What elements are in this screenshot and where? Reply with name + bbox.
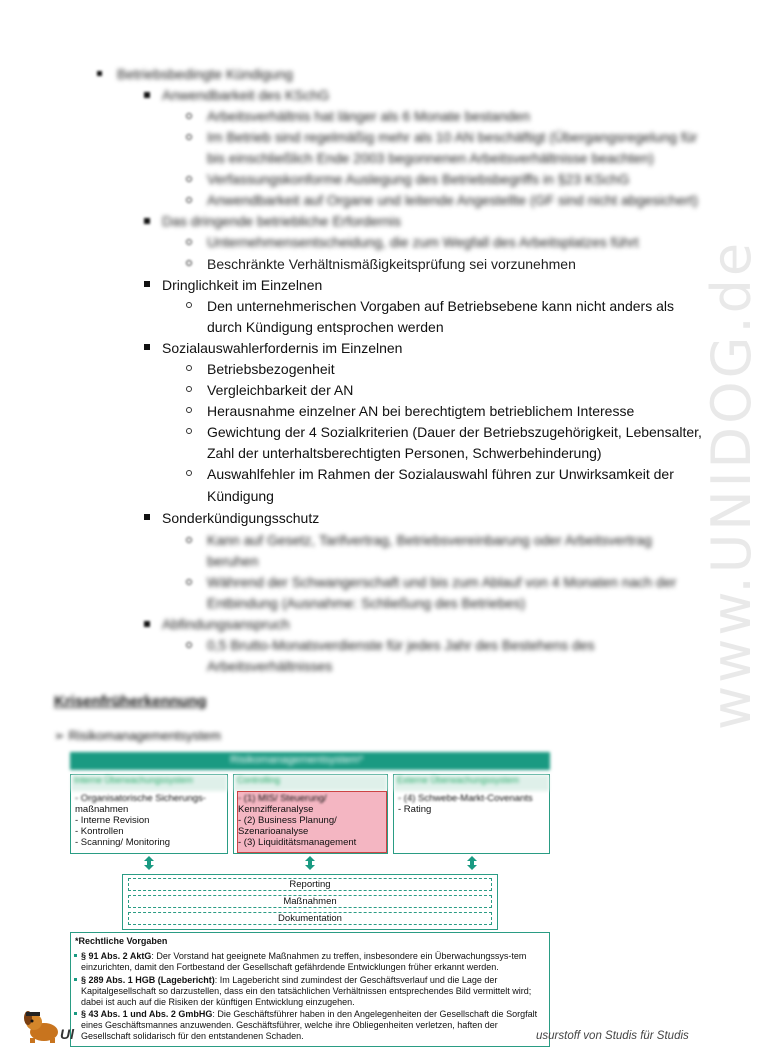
diagram-col-internal: [70, 774, 228, 854]
blurred-line: Im Betrieb sind regelmäßig mehr als 10 AN beschäftigt (Übergangsregelung für: [207, 129, 698, 145]
blurred-line: Betriebsbedingte Kündigung: [117, 66, 293, 82]
blurred-line: Während der Schwangerschaft und bis zum Ablauf von 4 Monaten nach der: [207, 574, 677, 590]
col-item: - Organisatorische Sicherungs-: [75, 793, 206, 804]
sozial-item: Vergleichbarkeit der AN: [207, 382, 354, 398]
col-item: - Rating: [398, 804, 432, 815]
legal-law: § 91 Abs. 2 AktG: [81, 951, 152, 961]
bullet: [144, 621, 150, 627]
dog-logo-icon: [22, 1010, 64, 1044]
col-item: maßnahmen: [75, 804, 129, 815]
blurred-line: bis einschließlich Ende 2003 begonnenen Arbeitsverhältnisse beachten): [207, 150, 654, 166]
bullet: [186, 134, 192, 140]
circle-bullet: [186, 260, 192, 266]
bullet: [186, 579, 192, 585]
blurred-line: beruhen: [207, 553, 259, 569]
diagram-col-external: [393, 774, 550, 854]
circle-bullet: [186, 428, 192, 434]
sozial-item-cont: Zahl der unterhaltsberechtigten Personen, Schwerbehinderung): [207, 445, 602, 461]
blurred-line: Arbeitsverhältnis hat länger als 6 Monate bestanden: [207, 108, 530, 124]
section-heading: Krisenfrüherkennung: [54, 693, 207, 710]
circle-bullet: [186, 470, 192, 476]
diagram-header: Risikomanagementsystem*: [230, 754, 364, 766]
circle-bullet: [186, 407, 192, 413]
bullet: [186, 197, 192, 203]
center-row-reporting: Reporting: [128, 878, 492, 891]
legal-text: : Im Lagebericht sind zumindest der Geschäftsverlauf und die Lage der Kapitalgesellschaft so darzustellen, dass ein den tatsächlichen Verhältnissen entsprechendes Bild vermittelt wird; dabei ist auch auf die Risiken der künftigen Entwicklung einzugehen.: [81, 975, 532, 1007]
bullet: [186, 176, 192, 182]
blurred-line: Kann auf Gesetz, Tarifvertrag, Betriebsvereinbarung oder Arbeitsvertrag: [207, 532, 652, 548]
dringlichkeit-text-2: durch Kündigung entsprochen werden: [207, 319, 444, 335]
sozial-item-cont: Kündigung: [207, 488, 274, 504]
bullet: [186, 642, 192, 648]
col-item: - (1) MIS/ Steuerung/: [238, 793, 327, 804]
col-title: Interne Überwachungssystem: [71, 775, 227, 791]
double-arrow-icon: [305, 856, 315, 870]
blurred-line: Anwendbarkeit des KSchG: [162, 87, 330, 103]
square-bullet: [144, 281, 150, 287]
sozial-item: Betriebsbezogenheit: [207, 361, 335, 377]
footer-brand: Ul: [60, 1026, 74, 1042]
col-items: [398, 793, 533, 815]
legal-requirements-box: [70, 932, 550, 1047]
sozial-item: Auswahlfehler im Rahmen der Sozialauswahl führen zur Unwirksamkeit der: [207, 466, 674, 482]
sozial-heading: Sozialauswahlerfordernis im Einzelnen: [162, 340, 403, 356]
col-item: - (4) Schwebe-Markt-Covenants: [398, 793, 533, 804]
col-item: - (2) Business Planung/: [238, 815, 337, 826]
blurred-line: Unternehmensentscheidung, die zum Wegfall des Arbeitsplatzes führt: [207, 234, 639, 250]
blurred-line: Anwendbarkeit auf Organe und leitende Angestellte (GF sind nicht abgesichert): [207, 192, 699, 208]
dringlichkeit-heading: Dringlichkeit im Einzelnen: [162, 277, 323, 293]
col-item: - Kontrollen: [75, 826, 124, 837]
col-title: Externe Überwachungssystem: [394, 775, 549, 791]
col-item: - (3) Liquiditätsmanagement: [238, 837, 357, 848]
bullet: [186, 113, 192, 119]
sozial-item: Gewichtung der 4 Sozialkriterien (Dauer der Betriebszugehörigkeit, Lebensalter,: [207, 424, 702, 440]
legal-heading: *Rechtliche Vorgaben: [75, 936, 168, 946]
square-bullet: [144, 344, 150, 350]
bullet: [144, 92, 150, 98]
blurred-line: Arbeitsverhältnisses: [207, 658, 333, 674]
bullet: [186, 239, 192, 245]
blurred-line: Das dringende betriebliche Erfordernis: [162, 213, 401, 229]
blurred-line: Entbindung (Ausnahme: Schließung des Betriebes): [207, 595, 526, 611]
partial-line: Beschränkte Verhältnismäßigkeitsprüfung sei vorzunehmen: [207, 256, 576, 272]
legal-law: § 43 Abs. 1 und Abs. 2 GmbHG: [81, 1009, 213, 1019]
legal-text: : Die Geschäftsführer haben in den Angelegenheiten der Gesellschaft die Sorgfalt eines Geschäftsmannes anzuwenden. Geschäftsführer, welche ihre Obliegenheiten verletzen, haften der Gesellschaft solidarisch für den entstandenen Schaden.: [81, 1009, 538, 1041]
section-item-label: Risikomanagementsystem: [68, 728, 221, 743]
circle-bullet: [186, 386, 192, 392]
legal-item: [81, 1009, 545, 1042]
circle-bullet: [186, 302, 192, 308]
center-row-dokumentation: Dokumentation: [128, 912, 492, 925]
section-item: ➢ Risikomanagementsystem: [54, 728, 221, 743]
sonder-heading: Sonderkündigungsschutz: [162, 510, 320, 526]
square-bullet: [144, 514, 150, 520]
sozial-item: Herausnahme einzelner AN bei berechtigtem betrieblichem Interesse: [207, 403, 635, 419]
blurred-line: 0,5 Brutto-Monatsverdienste für jedes Jahr des Bestehens des: [207, 637, 595, 653]
footer-tagline: usurstoff von Studis für Studis: [536, 1030, 689, 1042]
double-arrow-icon: [144, 856, 154, 870]
center-box: [122, 874, 498, 930]
col-item: - Scanning/ Monitoring: [75, 837, 171, 848]
blurred-line: Abfindungsanspruch: [162, 616, 290, 632]
bullet: [144, 218, 150, 224]
bullet: [186, 537, 192, 543]
legal-item: [81, 975, 545, 1008]
col-items: [238, 793, 356, 848]
col-title: Controlling: [234, 775, 387, 791]
legal-law: § 289 Abs. 1 HGB (Lagebericht): [81, 975, 215, 985]
circle-bullet: [186, 365, 192, 371]
watermark: www.UNIDOG.de: [700, 239, 763, 730]
center-row-massnahmen: Maßnahmen: [128, 895, 492, 908]
blurred-line: Verfassungskonforme Auslegung des Betriebsbegriffs in §23 KSchG: [207, 171, 630, 187]
legal-item: [81, 951, 545, 973]
col-items: [75, 793, 206, 848]
diagram-col-controlling: [233, 774, 388, 854]
dringlichkeit-text-1: Den unternehmerischen Vorgaben auf Betriebsebene kann nicht anders als: [207, 298, 674, 314]
double-arrow-icon: [467, 856, 477, 870]
legal-text: : Der Vorstand hat geeignete Maßnahmen zu treffen, insbesondere ein Überwachungssys-tem einzurichten, damit den Fortbestand der Gesellschaft gefährdende Entwicklungen früher erkannt werden.: [81, 951, 527, 972]
col-item: Kennzifferanalyse: [238, 804, 314, 815]
col-item: - Interne Revision: [75, 815, 150, 826]
bullet: [97, 71, 102, 76]
col-item: Szenarioanalyse: [238, 826, 309, 837]
